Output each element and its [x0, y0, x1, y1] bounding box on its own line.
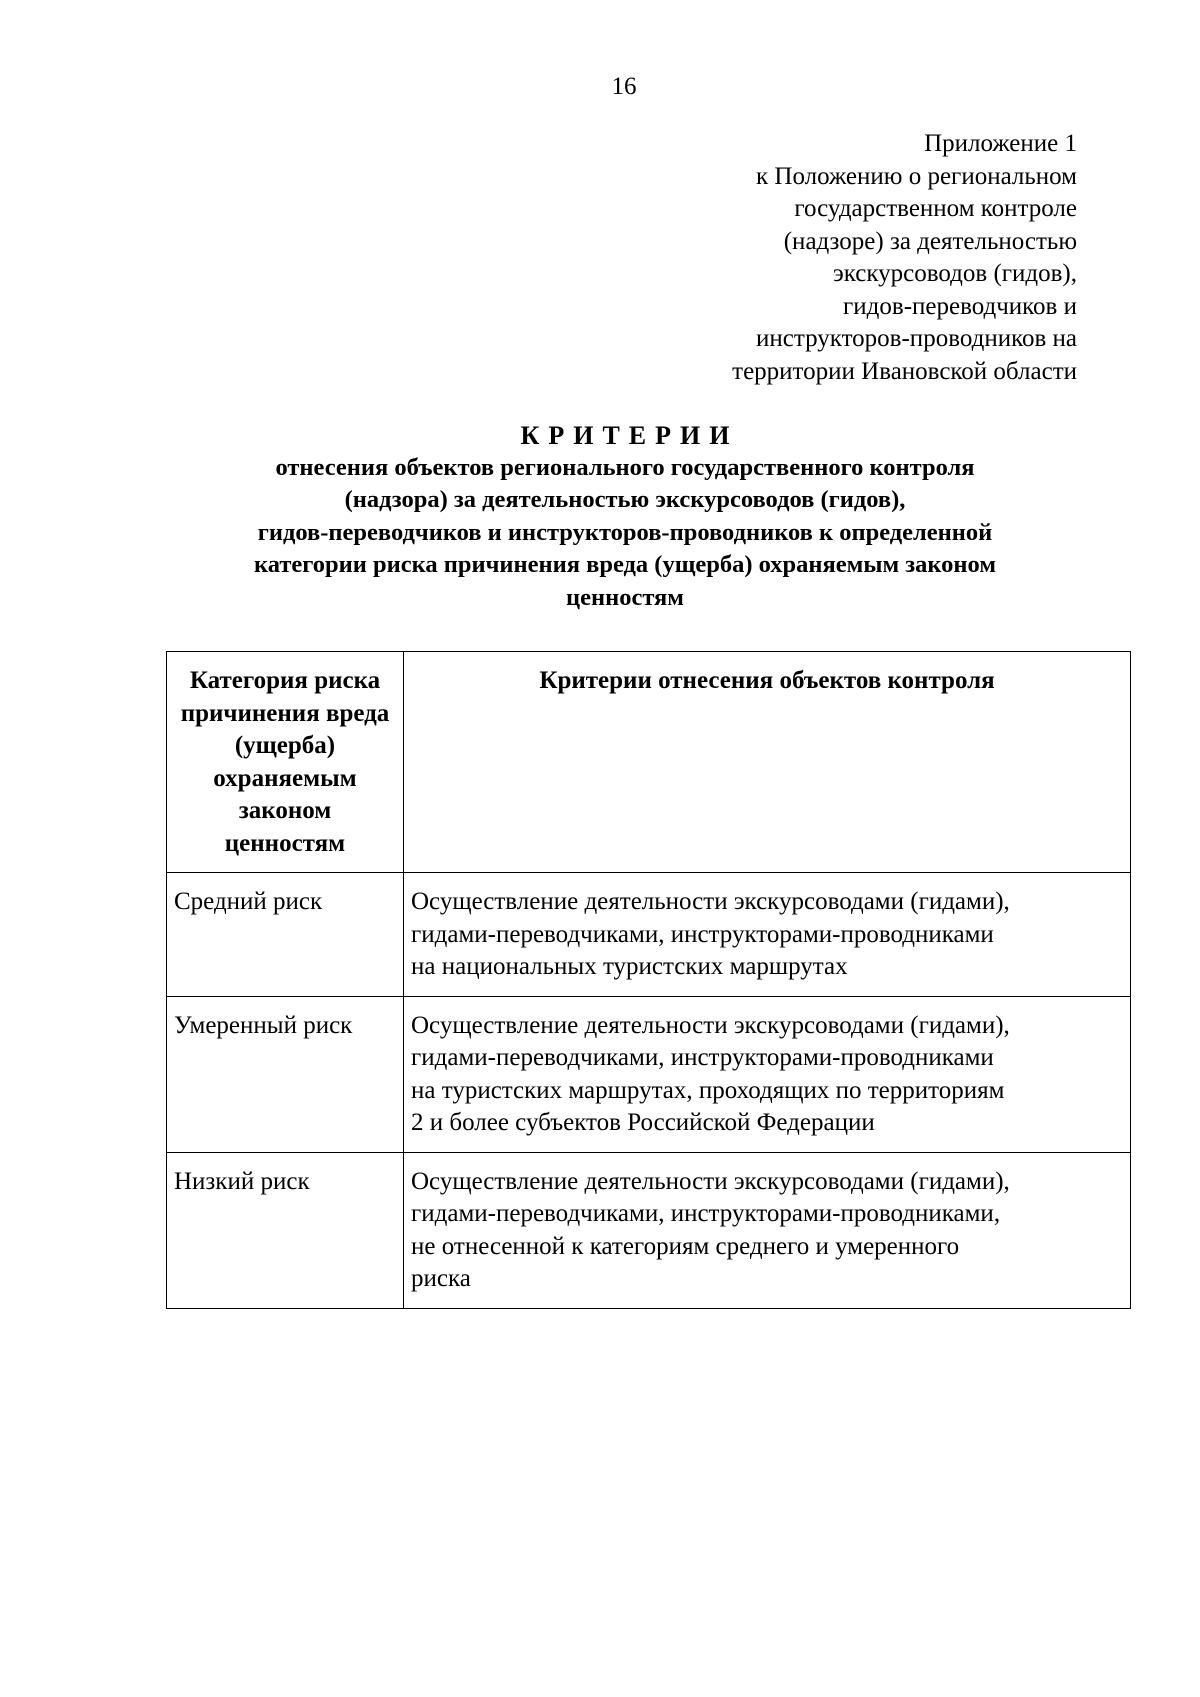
appendix-reference — [557, 128, 1077, 388]
header-category-line: Категория риска — [189, 667, 381, 694]
subtitle-line: гидов-переводчиков и инструкторов-проводников к определенной — [257, 518, 993, 546]
header-category-line: ценностям — [224, 829, 346, 857]
header-category-line: причинения вреда — [180, 699, 390, 727]
subtitle-line: ценностям — [565, 583, 684, 611]
header-category-line: (ущерба) — [234, 732, 336, 759]
header-category-line: законом — [238, 797, 332, 824]
table-row — [167, 1152, 1131, 1308]
criteria-line: на национальных туристских маршрутах — [411, 953, 848, 980]
header-category-line: охраняемым — [213, 764, 357, 792]
criteria-line: гидами-переводчиками, инструкторами-проводниками, — [411, 1200, 1001, 1227]
criteria-cell — [404, 1152, 1131, 1308]
appendix-line: Приложение 1 — [924, 130, 1077, 157]
subtitle-line: (надзора) за деятельностью экскурсоводов (гидов), — [344, 486, 906, 514]
criteria-line: гидами-переводчиками, инструкторами-проводниками — [411, 920, 994, 948]
risk-criteria-table — [166, 651, 1131, 1309]
document-title — [150, 420, 1100, 614]
criteria-line: Осуществление деятельности экскурсоводами (гидами), — [411, 888, 1010, 915]
table-row — [167, 996, 1131, 1152]
criteria-cell — [404, 996, 1131, 1152]
appendix-line: гидов-переводчиков и — [843, 292, 1077, 320]
title-subtitle — [150, 452, 1100, 614]
risk-category-cell: Средний риск — [167, 873, 404, 997]
title-heading: КРИТЕРИИ — [520, 421, 739, 450]
table-header-row — [167, 652, 1131, 873]
appendix-line: к Положению о региональном — [756, 162, 1077, 190]
appendix-line: (надзоре) за деятельностью — [783, 227, 1077, 255]
appendix-line: государственном контроле — [794, 195, 1077, 222]
table-row — [167, 873, 1131, 997]
criteria-cell — [404, 873, 1131, 997]
criteria-line: гидами-переводчиками, инструкторами-проводниками — [411, 1044, 994, 1071]
appendix-line: инструкторов-проводников на — [756, 325, 1077, 352]
criteria-line: 2 и более субъектов Российской Федерации — [411, 1109, 875, 1136]
risk-category-cell: Умеренный риск — [167, 996, 404, 1152]
appendix-line: территории Ивановской области — [732, 357, 1077, 385]
criteria-line: Осуществление деятельности экскурсоводами (гидами), — [411, 1167, 1010, 1195]
criteria-line: риска — [411, 1265, 471, 1292]
subtitle-line: категории риска причинения вреда (ущерба) охраняемым законом — [253, 551, 997, 579]
appendix-line: экскурсоводов (гидов), — [833, 260, 1077, 287]
criteria-line: на туристских маршрутах, проходящих по территориям — [411, 1076, 1005, 1104]
risk-category-cell: Низкий риск — [167, 1152, 404, 1308]
header-criteria: Критерии отнесения объектов контроля — [404, 652, 1131, 873]
header-category — [167, 652, 404, 873]
criteria-line: Осуществление деятельности экскурсоводами (гидами), — [411, 1011, 1010, 1039]
page-number: 16 — [611, 73, 637, 100]
subtitle-line: отнесения объектов регионального государственного контроля — [275, 454, 975, 481]
criteria-line: не отнесенной к категориям среднего и умеренного — [411, 1232, 960, 1260]
